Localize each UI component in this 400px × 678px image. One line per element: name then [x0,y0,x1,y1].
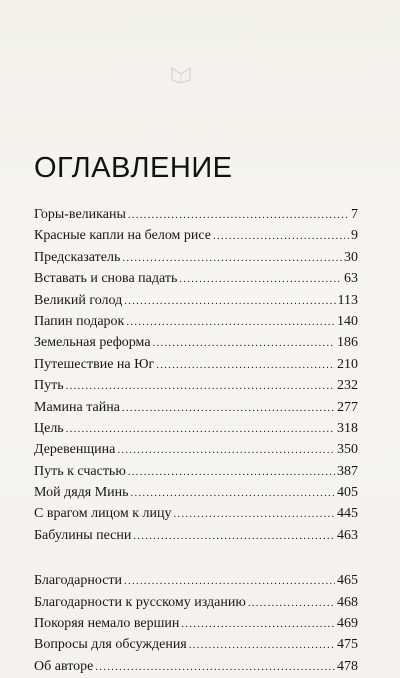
toc-entry-page: 113 [337,292,358,308]
toc-leader-dots [126,312,335,333]
toc-entry [34,354,358,375]
toc-entry-title: Путь к счастью [34,463,126,479]
toc-leader-dots [66,419,335,440]
toc-entry [34,332,358,353]
toc-entry-title: Мой дядя Минь [34,485,129,501]
toc-entry-page: 210 [337,356,358,372]
toc-entry [34,482,358,503]
toc-entry [34,656,358,677]
toc-entry [34,439,358,460]
toc-leader-dots [133,526,335,547]
toc-entry-page: 63 [344,271,358,287]
toc-entry [34,570,358,591]
toc-leader-dots [189,635,335,656]
toc-entry-title: Вопросы для обсуждения [34,637,187,653]
toc-leader-dots [181,614,335,635]
toc-entry [34,613,358,634]
toc-leader-dots [66,376,335,397]
toc-entry-page: 405 [337,485,358,501]
toc-entry [34,225,358,246]
toc-leader-dots [156,355,335,376]
toc-leader-dots [248,593,335,614]
toc-entry-title: Об авторе [34,658,94,674]
toc-entry [34,247,358,268]
toc-leader-dots [95,657,335,678]
toc-entry [34,290,358,311]
toc-entry-page: 478 [337,658,358,674]
toc-entry [34,311,358,332]
toc-entry-title: Цель [34,420,64,436]
toc-entry-page: 318 [337,420,358,436]
toc-entry [34,525,358,546]
toc-entry-title: Мамина тайна [34,399,120,415]
toc-entry [34,592,358,613]
toc-entry [34,397,358,418]
toc-entry-title: Благодарности [34,573,123,589]
toc-entry-page: 475 [337,637,358,653]
toc-leader-dots [117,440,335,461]
toc-entry-title: Путешествие на Юг [34,356,155,372]
toc-entry-page: 350 [337,442,358,458]
toc-entry-title: Путь [34,378,64,394]
toc-entry-title: Покоряя немало вершин [34,616,180,632]
toc-entry-page: 445 [337,506,358,522]
toc-leader-dots [122,248,342,269]
toc-entry-title: Великий голод [34,292,123,308]
page-title: ОГЛАВЛЕНИЕ [34,152,233,184]
toc-entry-page: 7 [351,207,358,222]
toc-entry-page: 463 [337,527,358,543]
toc-entry-title: Красные капли на белом рисе [34,228,211,244]
toc-entry-title: Благодарности к русскому изданию [34,594,246,610]
toc-leader-dots [179,269,342,290]
toc-leader-dots [153,333,335,354]
toc-entry-page: 232 [337,378,358,394]
toc-entry [34,268,358,289]
toc-entry-title: Земельная реформа [34,335,151,351]
toc-entry [34,204,358,225]
toc-entry-title: Папин подарок [34,313,125,329]
toc-leader-dots [131,483,335,504]
toc-entry [34,375,358,396]
table-of-contents [34,204,358,677]
toc-leader-dots [122,398,335,419]
toc-entry-title: Бабулины песни [34,527,132,543]
toc-entry-page: 469 [337,616,358,632]
toc-entry [34,461,358,482]
toc-entry-page: 277 [337,399,358,415]
toc-leader-dots [124,571,335,592]
toc-entry [34,503,358,524]
toc-entry-page: 465 [337,573,358,589]
book-logo-icon [170,64,192,84]
toc-entry-page: 387 [337,463,358,479]
toc-entry-title: С врагом лицом к лицу [34,506,172,522]
toc-leader-dots [128,462,335,483]
toc-leader-dots [124,291,335,312]
toc-entry-title: Предсказатель [34,249,121,265]
toc-entry-title: Деревенщина [34,442,116,458]
toc-entry-page: 9 [351,228,358,244]
toc-leader-dots [173,504,335,525]
toc-entry-title: Вставать и снова падать [34,271,178,287]
toc-entry-page: 186 [337,335,358,351]
toc-entry-page: 468 [337,594,358,610]
toc-entry [34,634,358,655]
toc-leader-dots [128,205,349,226]
toc-entry [34,418,358,439]
toc-entry-title: Горы-великаны [34,207,126,222]
toc-entry-page: 140 [337,313,358,329]
toc-leader-dots [213,226,349,247]
toc-entry-page: 30 [344,249,358,265]
